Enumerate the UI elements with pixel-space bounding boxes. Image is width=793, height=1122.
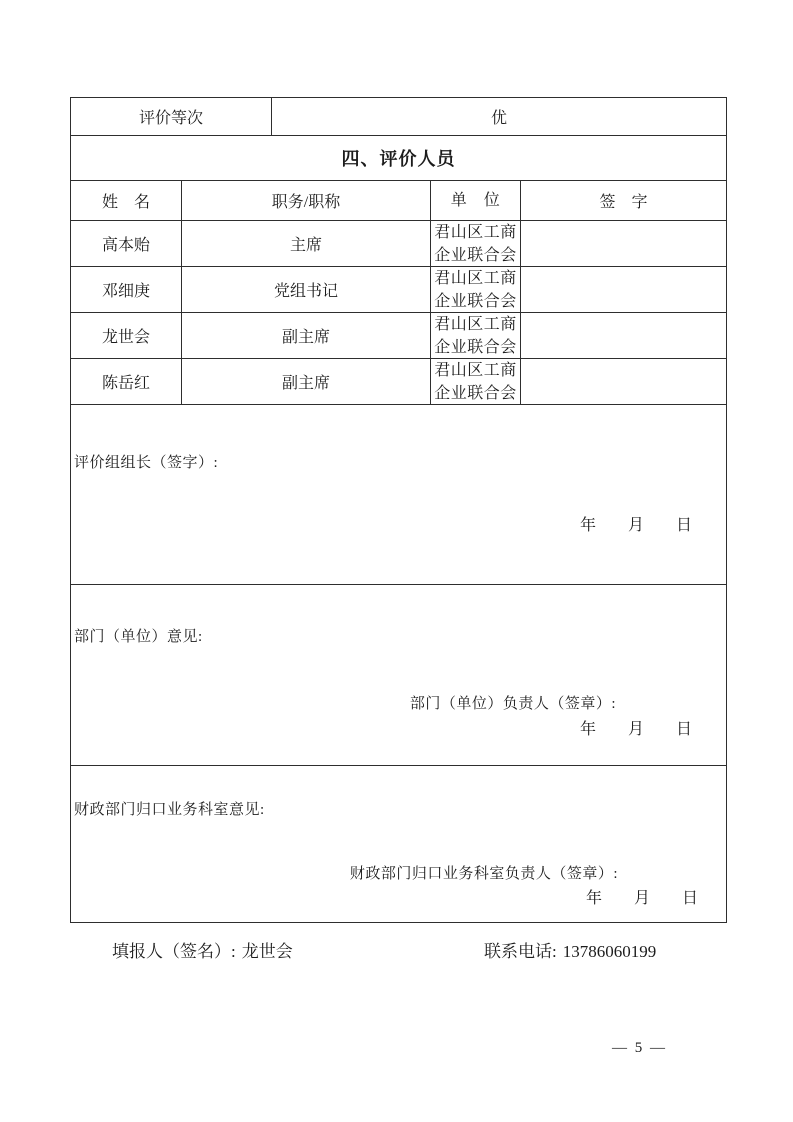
person-post: 副主席 bbox=[181, 359, 430, 404]
column-header-unit: 单 位 bbox=[430, 181, 520, 220]
signature-cell bbox=[520, 313, 726, 358]
table-row bbox=[71, 358, 726, 404]
grade-label: 评价等次 bbox=[138, 110, 203, 127]
table-row bbox=[71, 266, 726, 312]
person-name: 高本贻 bbox=[101, 237, 150, 254]
phone-number: 13786060199 bbox=[562, 942, 657, 961]
unit-line-2: 企业联合会 bbox=[434, 246, 517, 264]
finance-date-line: 年 月 日 bbox=[585, 890, 698, 907]
grade-row bbox=[71, 98, 726, 135]
department-date-line: 年 月 日 bbox=[579, 721, 692, 738]
signature-cell bbox=[520, 267, 726, 312]
finance-opinion-label: 财政部门归口业务科室意见: bbox=[74, 802, 265, 818]
signature-cell bbox=[520, 359, 726, 404]
filler-name: 龙世会 bbox=[241, 942, 293, 961]
department-opinion-label: 部门（单位）意见: bbox=[74, 629, 203, 645]
leader-sign-label: 评价组组长（签字）: bbox=[74, 455, 219, 471]
evaluation-table bbox=[70, 97, 727, 923]
phone-label: 联系电话: bbox=[484, 942, 557, 961]
leader-signature-section bbox=[71, 404, 726, 584]
person-unit bbox=[430, 313, 520, 358]
table-row bbox=[71, 312, 726, 358]
department-opinion-section bbox=[71, 584, 726, 765]
section-four-title: 四、评价人员 bbox=[341, 149, 456, 169]
person-post: 主席 bbox=[181, 221, 430, 266]
finance-opinion-section bbox=[71, 765, 726, 922]
grade-value: 优 bbox=[271, 98, 726, 135]
unit-line-1: 君山区工商 bbox=[434, 269, 517, 287]
column-header-post: 职务/职称 bbox=[181, 181, 430, 220]
finance-signer-label: 财政部门归口业务科室负责人（签章）: bbox=[349, 866, 618, 882]
table-row bbox=[71, 220, 726, 266]
page-number: — 5 — bbox=[612, 1040, 667, 1056]
person-name: 陈岳红 bbox=[101, 375, 150, 392]
person-name: 邓细庚 bbox=[101, 283, 150, 300]
filler-label: 填报人（签名）: bbox=[112, 942, 236, 961]
person-name: 龙世会 bbox=[101, 329, 150, 346]
contact-phone bbox=[484, 937, 656, 962]
person-unit bbox=[430, 267, 520, 312]
unit-line-1: 君山区工商 bbox=[434, 223, 517, 241]
section-four-title-row bbox=[71, 135, 726, 180]
column-header-name: 姓 名 bbox=[101, 194, 150, 211]
unit-line-2: 企业联合会 bbox=[434, 384, 517, 402]
unit-line-1: 君山区工商 bbox=[434, 315, 517, 333]
leader-date-line: 年 月 日 bbox=[579, 517, 692, 534]
column-header-signature: 签 字 bbox=[520, 181, 726, 220]
person-post: 党组书记 bbox=[181, 267, 430, 312]
unit-line-2: 企业联合会 bbox=[434, 292, 517, 310]
person-unit bbox=[430, 359, 520, 404]
filler-signature bbox=[112, 937, 293, 962]
signature-cell bbox=[520, 221, 726, 266]
table-header-row bbox=[71, 180, 726, 220]
unit-line-1: 君山区工商 bbox=[434, 361, 517, 379]
person-unit bbox=[430, 221, 520, 266]
unit-line-2: 企业联合会 bbox=[434, 338, 517, 356]
person-post: 副主席 bbox=[181, 313, 430, 358]
department-signer-label: 部门（单位）负责人（签章）: bbox=[409, 696, 616, 712]
